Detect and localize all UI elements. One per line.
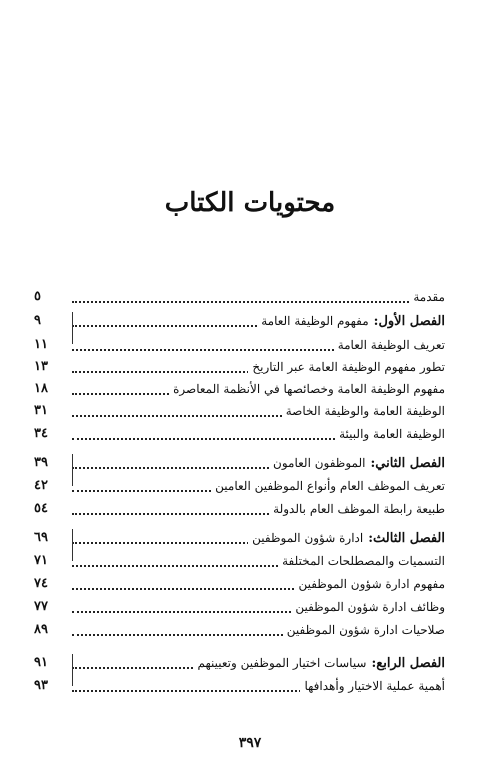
entry-label	[193, 654, 445, 673]
toc-entry	[0, 498, 500, 520]
chapter-heading: الفصل الأول:	[373, 314, 445, 329]
page-ref: ٣٩	[34, 455, 48, 470]
entry-label	[282, 402, 445, 420]
toc-entry	[0, 675, 500, 697]
dot-leader	[72, 325, 261, 327]
entry-title: سياسات اختيار الموظفين وتعيينهم	[197, 656, 367, 670]
page-ref: ٩	[34, 313, 41, 328]
page-ref: ٧٧	[34, 599, 48, 614]
toc-entry	[0, 356, 500, 378]
toc-entry	[0, 573, 500, 595]
page-ref: ١٣	[34, 359, 48, 374]
entry-title: ادارة شؤون الموظفين	[252, 531, 364, 545]
chapter-rule	[72, 454, 73, 486]
entry-title: الوظيفة العامة والوظيفة الخاصة	[285, 404, 445, 418]
dot-leader	[72, 438, 339, 440]
dot-leader	[72, 588, 298, 590]
dot-leader	[72, 415, 286, 417]
dot-leader	[72, 565, 282, 567]
toc-entry	[0, 378, 500, 400]
dot-leader	[72, 634, 287, 636]
toc-entry	[0, 310, 500, 332]
entry-label	[248, 529, 445, 548]
chapter-heading: الفصل الثالث:	[368, 531, 445, 546]
entry-title: تعريف الوظيفة العامة	[337, 338, 445, 352]
page-title: محتويات الكتاب	[164, 188, 336, 218]
dot-leader	[72, 611, 295, 613]
page-ref: ٦٩	[34, 530, 48, 545]
page-ref: ٣١	[34, 403, 48, 418]
page-ref: ٥٤	[34, 501, 48, 516]
entry-label	[300, 677, 445, 695]
chapter-rule	[72, 312, 73, 344]
entry-title: طبيعة رابطة الموظف العام بالدولة	[273, 502, 445, 516]
dot-leader	[72, 301, 413, 303]
dot-leader	[72, 690, 304, 692]
entry-label	[283, 621, 445, 639]
entry-title: مقدمة	[413, 290, 445, 304]
entry-label	[269, 454, 445, 473]
page-ref: ٨٩	[34, 622, 48, 637]
toc-entry	[0, 550, 500, 572]
toc-entry	[0, 423, 500, 445]
chapter-heading: الفصل الرابع:	[371, 656, 445, 671]
dot-leader	[72, 542, 252, 544]
entry-label	[294, 575, 445, 593]
toc-entry	[0, 596, 500, 618]
entry-label	[278, 552, 445, 570]
entry-label	[409, 288, 445, 306]
page-ref: ٧١	[34, 553, 48, 568]
entry-title: التسميات والمصطلحات المختلفة	[282, 554, 445, 568]
page-ref: ٥	[34, 289, 41, 304]
page-number: ٣٩٧	[238, 735, 262, 751]
entry-title: الوظيفة العامة والبيئة	[339, 427, 445, 441]
dot-leader	[72, 371, 252, 373]
entry-title: صلاحيات ادارة شؤون الموظفين	[286, 623, 445, 637]
toc-entry	[0, 652, 500, 674]
entry-label	[211, 477, 445, 495]
toc-entry	[0, 334, 500, 356]
toc-entry	[0, 527, 500, 549]
page-ref: ١٨	[34, 381, 48, 396]
entry-label	[169, 380, 445, 398]
entry-title: أهمية عملية الاختيار وأهدافها	[304, 679, 445, 693]
toc-entry	[0, 452, 500, 474]
page-ref: ٩٣	[34, 678, 48, 693]
entry-label	[269, 500, 445, 518]
toc-entry	[0, 475, 500, 497]
toc-entry	[0, 286, 500, 308]
toc-entry	[0, 619, 500, 641]
entry-label	[291, 598, 445, 616]
entry-label	[334, 336, 445, 354]
entry-label	[257, 312, 445, 331]
page-ref: ١١	[34, 337, 48, 352]
dot-leader	[72, 393, 173, 395]
page-ref: ٤٢	[34, 478, 48, 493]
dot-leader	[72, 490, 215, 492]
entry-title: تطور مفهوم الوظيفة العامة عبر التاريخ	[252, 360, 445, 374]
dot-leader	[72, 467, 273, 469]
entry-label	[335, 425, 445, 443]
entry-title: تعريف الموظف العام وأنواع الموظفين العامين	[215, 479, 445, 493]
entry-title: مفهوم الوظيفة العامة وخصائصها في الأنظمة المعاصرة	[173, 382, 445, 396]
dot-leader	[72, 513, 273, 515]
chapter-rule	[72, 529, 73, 561]
chapter-heading: الفصل الثاني:	[370, 456, 445, 471]
entry-title: مفهوم ادارة شؤون الموظفين	[298, 577, 445, 591]
page-ref: ٣٤	[34, 426, 48, 441]
entry-title: مفهوم الوظيفة العامة	[261, 314, 369, 328]
chapter-rule	[72, 654, 73, 686]
page-ref: ٩١	[34, 655, 48, 670]
entry-title: الموظفون العامون	[273, 456, 366, 470]
toc-entry	[0, 400, 500, 422]
dot-leader	[72, 667, 197, 669]
page-ref: ٧٤	[34, 576, 48, 591]
dot-leader	[72, 349, 338, 351]
entry-label	[248, 358, 445, 376]
entry-title: وظائف ادارة شؤون الموظفين	[295, 600, 445, 614]
